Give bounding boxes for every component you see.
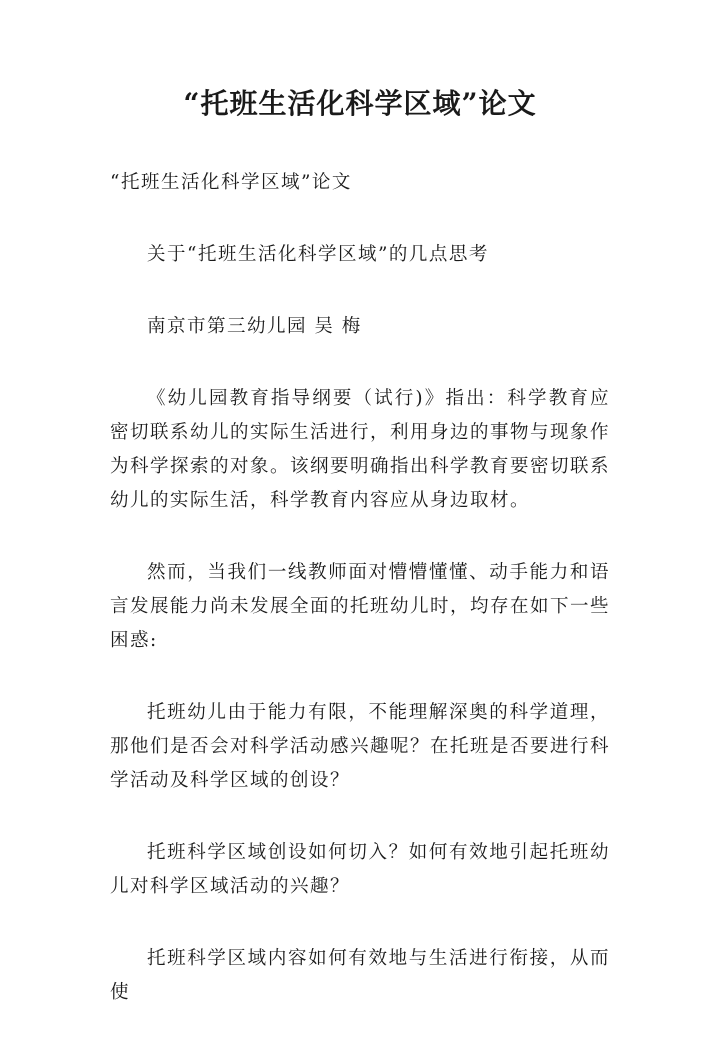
paragraph: 然而，当我们一线教师面对懵懵懂懂、动手能力和语言发展能力尚未发展全面的托班幼儿时，均存在如下一些困惑: [110,562,611,651]
paragraph: 关于“托班生活化科学区域”的几点思考 [147,244,489,265]
document-body [110,166,610,1048]
paragraph: “托班生活化科学区域”论文 [110,172,352,193]
document-title: “托班生活化科学区域”论文 [183,87,537,120]
paragraph: 南京市第三幼儿园 吴 梅 [147,316,362,337]
paragraph: 托班幼儿由于能力有限，不能理解深奥的科学道理，那他们是否会对科学活动感兴趣呢？在托班是否要进行科学活动及科学区域的创设？ [110,702,611,791]
paragraph: 《幼儿园教育指导纲要（试行)》指出：科学教育应密切联系幼儿的实际生活进行，利用身边的事物与现象作为科学探索的对象。该纲要明确指出科学教育要密切联系幼儿的实际生活，科学教育内容应从身边取材。 [110,388,611,511]
paragraph: 托班科学区域内容如何有效地与生活进行衔接，从而使 [110,948,610,1003]
paragraph: 托班科学区域创设如何切入？如何有效地引起托班幼儿对科学区域活动的兴趣？ [110,842,610,897]
